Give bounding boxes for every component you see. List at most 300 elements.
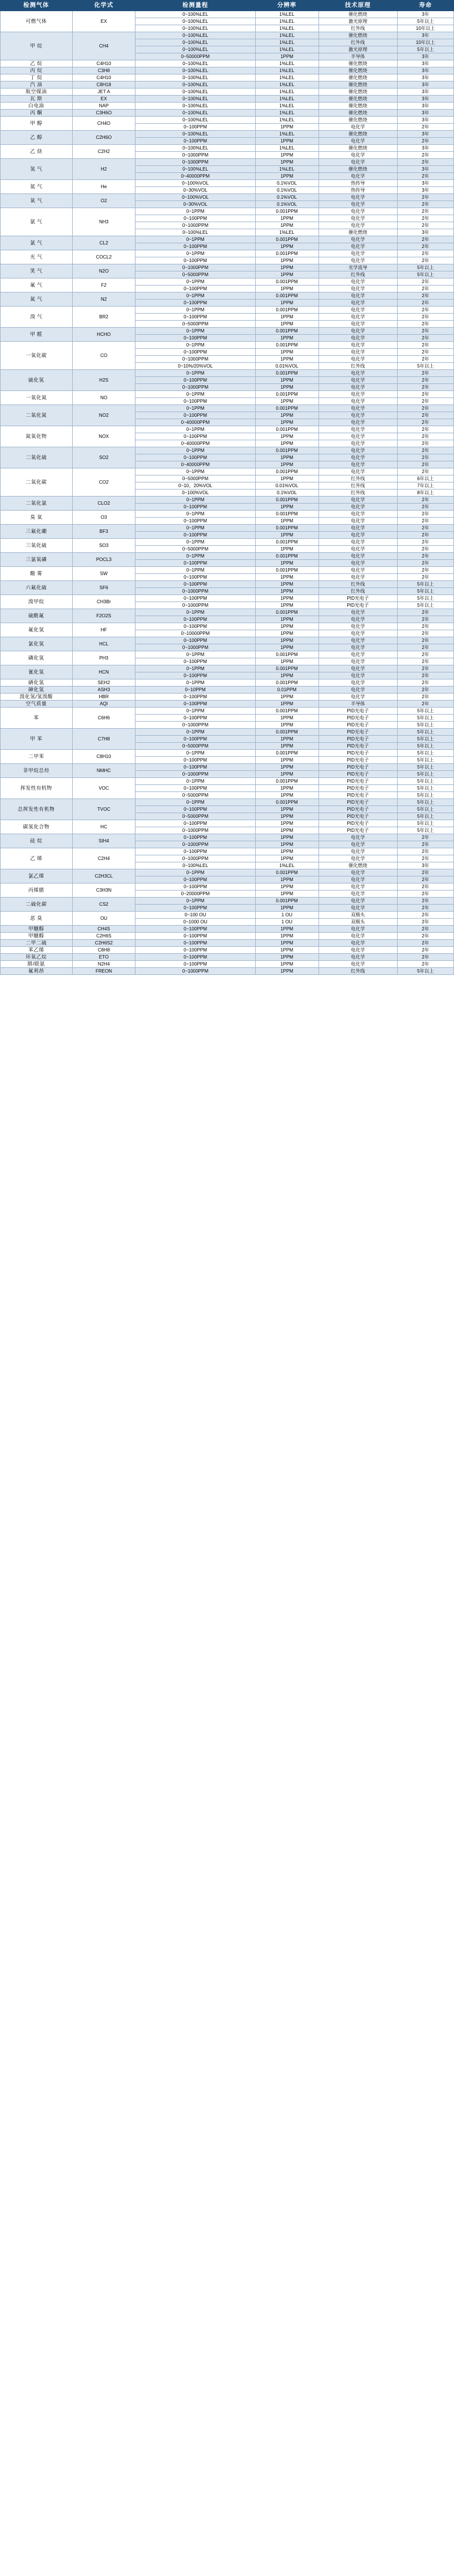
technology-cell: 电化学 [319,848,397,855]
resolution-cell: 0.001PPM [255,708,319,715]
col-technology: 技术原理 [319,1,397,11]
gas-name-cell: 汽 油 [1,81,73,89]
range-cell: 0~1PPM [135,447,255,454]
technology-cell: 红外线 [319,25,397,32]
resolution-cell: 1PPM [255,630,319,637]
technology-cell: 电化学 [319,335,397,342]
resolution-cell: 1PPM [255,412,319,419]
range-cell: 0~100PPM [135,694,255,701]
technology-cell: PID光电子 [319,729,397,736]
resolution-cell: 1PPM [255,152,319,159]
resolution-cell: 1PPM [255,595,319,602]
technology-cell: 电化学 [319,855,397,862]
resolution-cell: 1%LEL [255,60,319,67]
table-row [1,293,454,300]
gas-name-cell: 氟 气 [1,278,73,293]
table-row [1,968,454,975]
resolution-cell: 1PPM [255,138,319,145]
range-cell: 0~5000PPM [135,321,255,328]
gas-name-cell: 乙 醇 [1,131,73,145]
table-header [1,1,454,11]
range-cell: 0~100%VOL [135,490,255,497]
resolution-cell: 0.001PPM [255,898,319,905]
table-row [1,567,454,574]
resolution-cell: 1PPM [255,461,319,468]
resolution-cell: 0.001PPM [255,293,319,300]
life-cell: 5年以上 [397,806,453,813]
technology-cell: 电化学 [319,869,397,876]
range-cell: 0~100PPM [135,215,255,222]
life-cell: 2年 [397,468,453,475]
table-row [1,131,454,138]
technology-cell: 催化燃烧 [319,60,397,67]
resolution-cell: 0.001PPM [255,497,319,504]
technology-cell: PID光电子 [319,813,397,820]
resolution-cell: 1PPM [255,546,319,553]
resolution-cell: 1PPM [255,855,319,862]
technology-cell: 电化学 [319,454,397,461]
resolution-cell: 0.001PPM [255,729,319,736]
range-cell: 0~100PPM [135,574,255,581]
range-cell: 0~100PPM [135,377,255,384]
formula-cell: C7H8 [72,729,135,750]
resolution-cell: 1PPM [255,356,319,363]
life-cell: 2年 [397,461,453,468]
range-cell: 0~5000PPM [135,271,255,278]
resolution-cell: 0.001PPM [255,447,319,454]
range-cell: 0~100%LEL [135,131,255,138]
technology-cell: 电化学 [319,342,397,349]
range-cell: 0~1PPM [135,370,255,377]
life-cell: 7年以上 [397,482,453,490]
life-cell: 2年 [397,687,453,694]
range-cell: 0~100PPM [135,658,255,665]
col-resolution: 分辨率 [255,1,319,11]
resolution-cell: 1PPM [255,560,319,567]
range-cell: 0~1PPM [135,799,255,806]
gas-name-cell: 三氧化硫 [1,539,73,553]
gas-name-cell: 氨 气 [1,208,73,236]
formula-cell: C6H6 [72,708,135,729]
range-cell: 0~100PPM [135,314,255,321]
gas-name-cell: 白电油 [1,103,73,110]
formula-cell: NOX [72,426,135,447]
range-cell: 0~100PPM [135,398,255,405]
resolution-cell: 1PPM [255,743,319,750]
table-row [1,60,454,67]
life-cell: 5年以上 [397,799,453,806]
range-cell: 0~100PPM [135,820,255,827]
life-cell: 2年 [397,954,453,961]
resolution-cell: 1%LEL [255,89,319,96]
resolution-cell: 1PPM [255,785,319,792]
formula-cell: C3H3N [72,883,135,898]
life-cell: 6年以上 [397,475,453,482]
resolution-cell: 0.001PPM [255,511,319,518]
technology-cell: 电化学 [319,377,397,384]
technology-cell: 电化学 [319,236,397,243]
formula-cell: VOC [72,778,135,799]
life-cell: 2年 [397,124,453,131]
life-cell: 5年以上 [397,264,453,271]
technology-cell: 电化学 [319,630,397,637]
resolution-cell: 1%LEL [255,46,319,53]
technology-cell: 催化燃烧 [319,67,397,74]
resolution-cell: 1PPM [255,771,319,778]
resolution-cell: 1PPM [255,834,319,841]
technology-cell: 红外线 [319,581,397,588]
resolution-cell: 0.001PPM [255,426,319,433]
range-cell: 0~1PPM [135,778,255,785]
range-cell: 0~5000PPM [135,813,255,820]
technology-cell: 电化学 [319,307,397,314]
technology-cell: 催化燃烧 [319,166,397,173]
resolution-cell: 0.1%VOL [255,194,319,201]
table-row [1,961,454,968]
range-cell: 0~1000PPM [135,968,255,975]
range-cell: 0~100%LEL [135,103,255,110]
technology-cell: 电化学 [319,152,397,159]
resolution-cell: 1 OU [255,912,319,919]
resolution-cell: 0.001PPM [255,869,319,876]
table-row [1,883,454,891]
life-cell: 2年 [397,398,453,405]
life-cell: 2年 [397,644,453,651]
technology-cell: 电化学 [319,124,397,131]
table-row [1,110,454,117]
table-row [1,180,454,187]
technology-cell: PID光电子 [319,764,397,771]
range-cell: 0~1000PPM [135,722,255,729]
resolution-cell: 1PPM [255,173,319,180]
gas-name-cell: 三氟化硼 [1,525,73,539]
life-cell: 3年 [397,67,453,74]
range-cell: 0~1PPM [135,236,255,243]
table-row [1,940,454,947]
formula-cell: SO2 [72,447,135,468]
formula-cell: POCL3 [72,553,135,567]
technology-cell: 电化学 [319,194,397,201]
range-cell: 0~100PPM [135,834,255,841]
formula-cell: AQI [72,701,135,708]
technology-cell: 电化学 [319,567,397,574]
formula-cell: C2H3CL [72,869,135,883]
formula-cell: HF [72,623,135,637]
gas-name-cell: 丙 酮 [1,110,73,117]
resolution-cell: 0.1%VOL [255,490,319,497]
life-cell: 2年 [397,447,453,454]
resolution-cell: 0.001PPM [255,609,319,616]
range-cell: 0~1000PPM [135,827,255,834]
life-cell: 2年 [397,419,453,426]
table-row [1,67,454,74]
range-cell: 0~100PPM [135,433,255,440]
technology-cell: PID光电子 [319,722,397,729]
range-cell: 0~5000PPM [135,475,255,482]
technology-cell: 双极头 [319,912,397,919]
life-cell: 2年 [397,201,453,208]
resolution-cell: 0.001PPM [255,370,319,377]
technology-cell: PID光电子 [319,715,397,722]
formula-cell: BR2 [72,307,135,328]
range-cell: 0~5000PPM [135,546,255,553]
resolution-cell: 1PPM [255,588,319,595]
formula-cell: C8H10 [72,750,135,764]
resolution-cell: 1PPM [255,314,319,321]
formula-cell: CH4 [72,32,135,60]
life-cell: 5年以上 [397,729,453,736]
table-row [1,328,454,335]
formula-cell: NO2 [72,405,135,426]
table-row [1,117,454,124]
formula-cell: CH4O [72,117,135,131]
gas-name-cell: 甲 苯 [1,729,73,750]
table-header-row [1,1,454,11]
range-cell: 0~100PPM [135,257,255,264]
range-cell: 0~100PPM [135,757,255,764]
technology-cell: 电化学 [319,440,397,447]
life-cell: 3年 [397,103,453,110]
table-row [1,405,454,412]
life-cell: 2年 [397,961,453,968]
resolution-cell: 1PPM [255,433,319,440]
gas-name-cell: 硫酰氟 [1,609,73,623]
resolution-cell: 0.001PPM [255,553,319,560]
technology-cell: 电化学 [319,504,397,511]
gas-name-cell: 可燃气体 [1,11,73,32]
technology-cell: 电化学 [319,961,397,968]
life-cell: 2年 [397,665,453,672]
range-cell: 0~40000PPM [135,173,255,180]
life-cell: 5年以上 [397,46,453,53]
life-cell: 10年以上 [397,25,453,32]
resolution-cell: 0.001PPM [255,525,319,532]
resolution-cell: 1PPM [255,644,319,651]
resolution-cell: 0.001PPM [255,307,319,314]
resolution-cell: 1PPM [255,827,319,834]
technology-cell: 电化学 [319,173,397,180]
table-row [1,764,454,771]
range-cell: 0~1PPM [135,405,255,412]
technology-cell: 催化燃烧 [319,229,397,236]
resolution-cell: 1PPM [255,602,319,609]
technology-cell: PID光电子 [319,708,397,715]
technology-cell: 催化燃烧 [319,103,397,110]
gas-name-cell: 碳氢化合物 [1,820,73,834]
gas-name-cell: 甲醚醇 [1,933,73,940]
formula-cell: CL2 [72,236,135,250]
resolution-cell: 1PPM [255,532,319,539]
technology-cell: 电化学 [319,370,397,377]
range-cell: 0~10000PPM [135,630,255,637]
technology-cell: 电化学 [319,356,397,363]
life-cell: 10年以上 [397,39,453,46]
life-cell: 3年 [397,74,453,81]
range-cell: 0~100PPM [135,454,255,461]
range-cell: 0~100PPM [135,905,255,912]
life-cell: 5年以上 [397,595,453,602]
resolution-cell: 1PPM [255,848,319,855]
life-cell: 2年 [397,616,453,623]
technology-cell: 电化学 [319,349,397,356]
technology-cell: 红外线 [319,482,397,490]
table-row [1,637,454,644]
resolution-cell: 1%LEL [255,103,319,110]
resolution-cell: 1%LEL [255,96,319,103]
range-cell: 0~40000PPM [135,440,255,447]
formula-cell: C8H8 [72,947,135,954]
formula-cell: He [72,180,135,194]
technology-cell: 电化学 [319,525,397,532]
table-row [1,898,454,905]
life-cell: 2年 [397,257,453,264]
table-row [1,912,454,919]
technology-cell: PID光电子 [319,595,397,602]
resolution-cell: 0.001PPM [255,799,319,806]
formula-cell: F2O2S [72,609,135,623]
technology-cell: PID光电子 [319,778,397,785]
range-cell: 0~1PPM [135,898,255,905]
range-cell: 0~1PPM [135,426,255,433]
resolution-cell: 1PPM [255,905,319,912]
formula-cell: NMHC [72,764,135,778]
resolution-cell: 1PPM [255,658,319,665]
range-cell: 0~100 OU [135,912,255,919]
technology-cell: 红外线 [319,475,397,482]
technology-cell: 红外线 [319,363,397,370]
life-cell: 2年 [397,539,453,546]
gas-name-cell: 三氯氧磷 [1,553,73,567]
formula-cell: PH3 [72,651,135,665]
life-cell: 2年 [397,236,453,243]
technology-cell: 电化学 [319,328,397,335]
gas-name-cell: 肼/联氨 [1,961,73,968]
formula-cell: HCHO [72,328,135,342]
range-cell: 0~100PPM [135,518,255,525]
life-cell: 2年 [397,433,453,440]
life-cell: 2年 [397,405,453,412]
life-cell: 2年 [397,356,453,363]
formula-cell: NAP [72,103,135,110]
formula-cell: ETO [72,954,135,961]
resolution-cell: 1PPM [255,736,319,743]
technology-cell: 红外线 [319,588,397,595]
life-cell: 3年 [397,110,453,117]
table-row [1,651,454,658]
technology-cell: 电化学 [319,940,397,947]
col-formula: 化学式 [72,1,135,11]
range-cell: 0~100PPM [135,637,255,644]
life-cell: 2年 [397,891,453,898]
gas-name-cell: 臭 氧 [1,511,73,525]
range-cell: 0~1000PPM [135,771,255,778]
resolution-cell: 1PPM [255,321,319,328]
resolution-cell: 1PPM [255,454,319,461]
range-cell: 0~1000PPM [135,384,255,391]
life-cell: 2年 [397,293,453,300]
resolution-cell: 0.001PPM [255,391,319,398]
table-row [1,820,454,827]
life-cell: 2年 [397,876,453,883]
technology-cell: 催化燃烧 [319,131,397,138]
range-cell: 0~100PPM [135,926,255,933]
resolution-cell: 1PPM [255,475,319,482]
technology-cell: 电化学 [319,560,397,567]
gas-name-cell: 苯 [1,708,73,729]
technology-cell: 电化学 [319,222,397,229]
life-cell: 2年 [397,883,453,891]
technology-cell: 电化学 [319,293,397,300]
range-cell: 0~100%LEL [135,81,255,89]
life-cell: 2年 [397,905,453,912]
resolution-cell: 1PPM [255,940,319,947]
range-cell: 0~100%LEL [135,60,255,67]
table-row [1,145,454,152]
formula-cell: CO2 [72,468,135,497]
range-cell: 0~30%VOL [135,201,255,208]
technology-cell: 电化学 [319,687,397,694]
technology-cell: PID光电子 [319,750,397,757]
table-row [1,869,454,876]
resolution-cell: 0.1%VOL [255,187,319,194]
life-cell: 2年 [397,553,453,560]
range-cell: 0~5000PPM [135,743,255,750]
gas-name-cell: 乙 烯 [1,848,73,869]
life-cell: 2年 [397,278,453,286]
formula-cell: EX [72,96,135,103]
table-row [1,497,454,504]
gas-name-cell: 二甲二硫 [1,940,73,947]
table-row [1,539,454,546]
life-cell: 5年以上 [397,778,453,785]
formula-cell: ASH3 [72,687,135,694]
range-cell: 0~100PPM [135,764,255,771]
formula-cell: N2 [72,293,135,307]
table-row [1,278,454,286]
formula-cell: CO [72,342,135,370]
formula-cell: SO3 [72,539,135,553]
life-cell: 5年以上 [397,743,453,750]
technology-cell: 电化学 [319,511,397,518]
resolution-cell: 1PPM [255,694,319,701]
life-cell: 2年 [397,314,453,321]
formula-cell: C3H6O [72,110,135,117]
formula-cell: CLO2 [72,497,135,511]
table-row [1,370,454,377]
table-row [1,208,454,215]
life-cell: 2年 [397,912,453,919]
resolution-cell: 0.001PPM [255,778,319,785]
technology-cell: PID光电子 [319,757,397,764]
range-cell: 0~100%VOL [135,194,255,201]
range-cell: 0~1000 OU [135,919,255,926]
life-cell: 2年 [397,243,453,250]
gas-name-cell: 硫化氢 [1,370,73,391]
range-cell: 0~100PPM [135,961,255,968]
resolution-cell: 1%LEL [255,74,319,81]
range-cell: 0~100PPM [135,715,255,722]
range-cell: 0~1PPM [135,307,255,314]
technology-cell: 电化学 [319,905,397,912]
range-cell: 0~1PPM [135,525,255,532]
range-cell: 0~1PPM [135,567,255,574]
table-row [1,679,454,687]
formula-cell: OU [72,912,135,926]
range-cell: 0~100PPM [135,504,255,511]
range-cell: 0~100PPM [135,300,255,307]
life-cell: 2年 [397,926,453,933]
resolution-cell: 1PPM [255,264,319,271]
